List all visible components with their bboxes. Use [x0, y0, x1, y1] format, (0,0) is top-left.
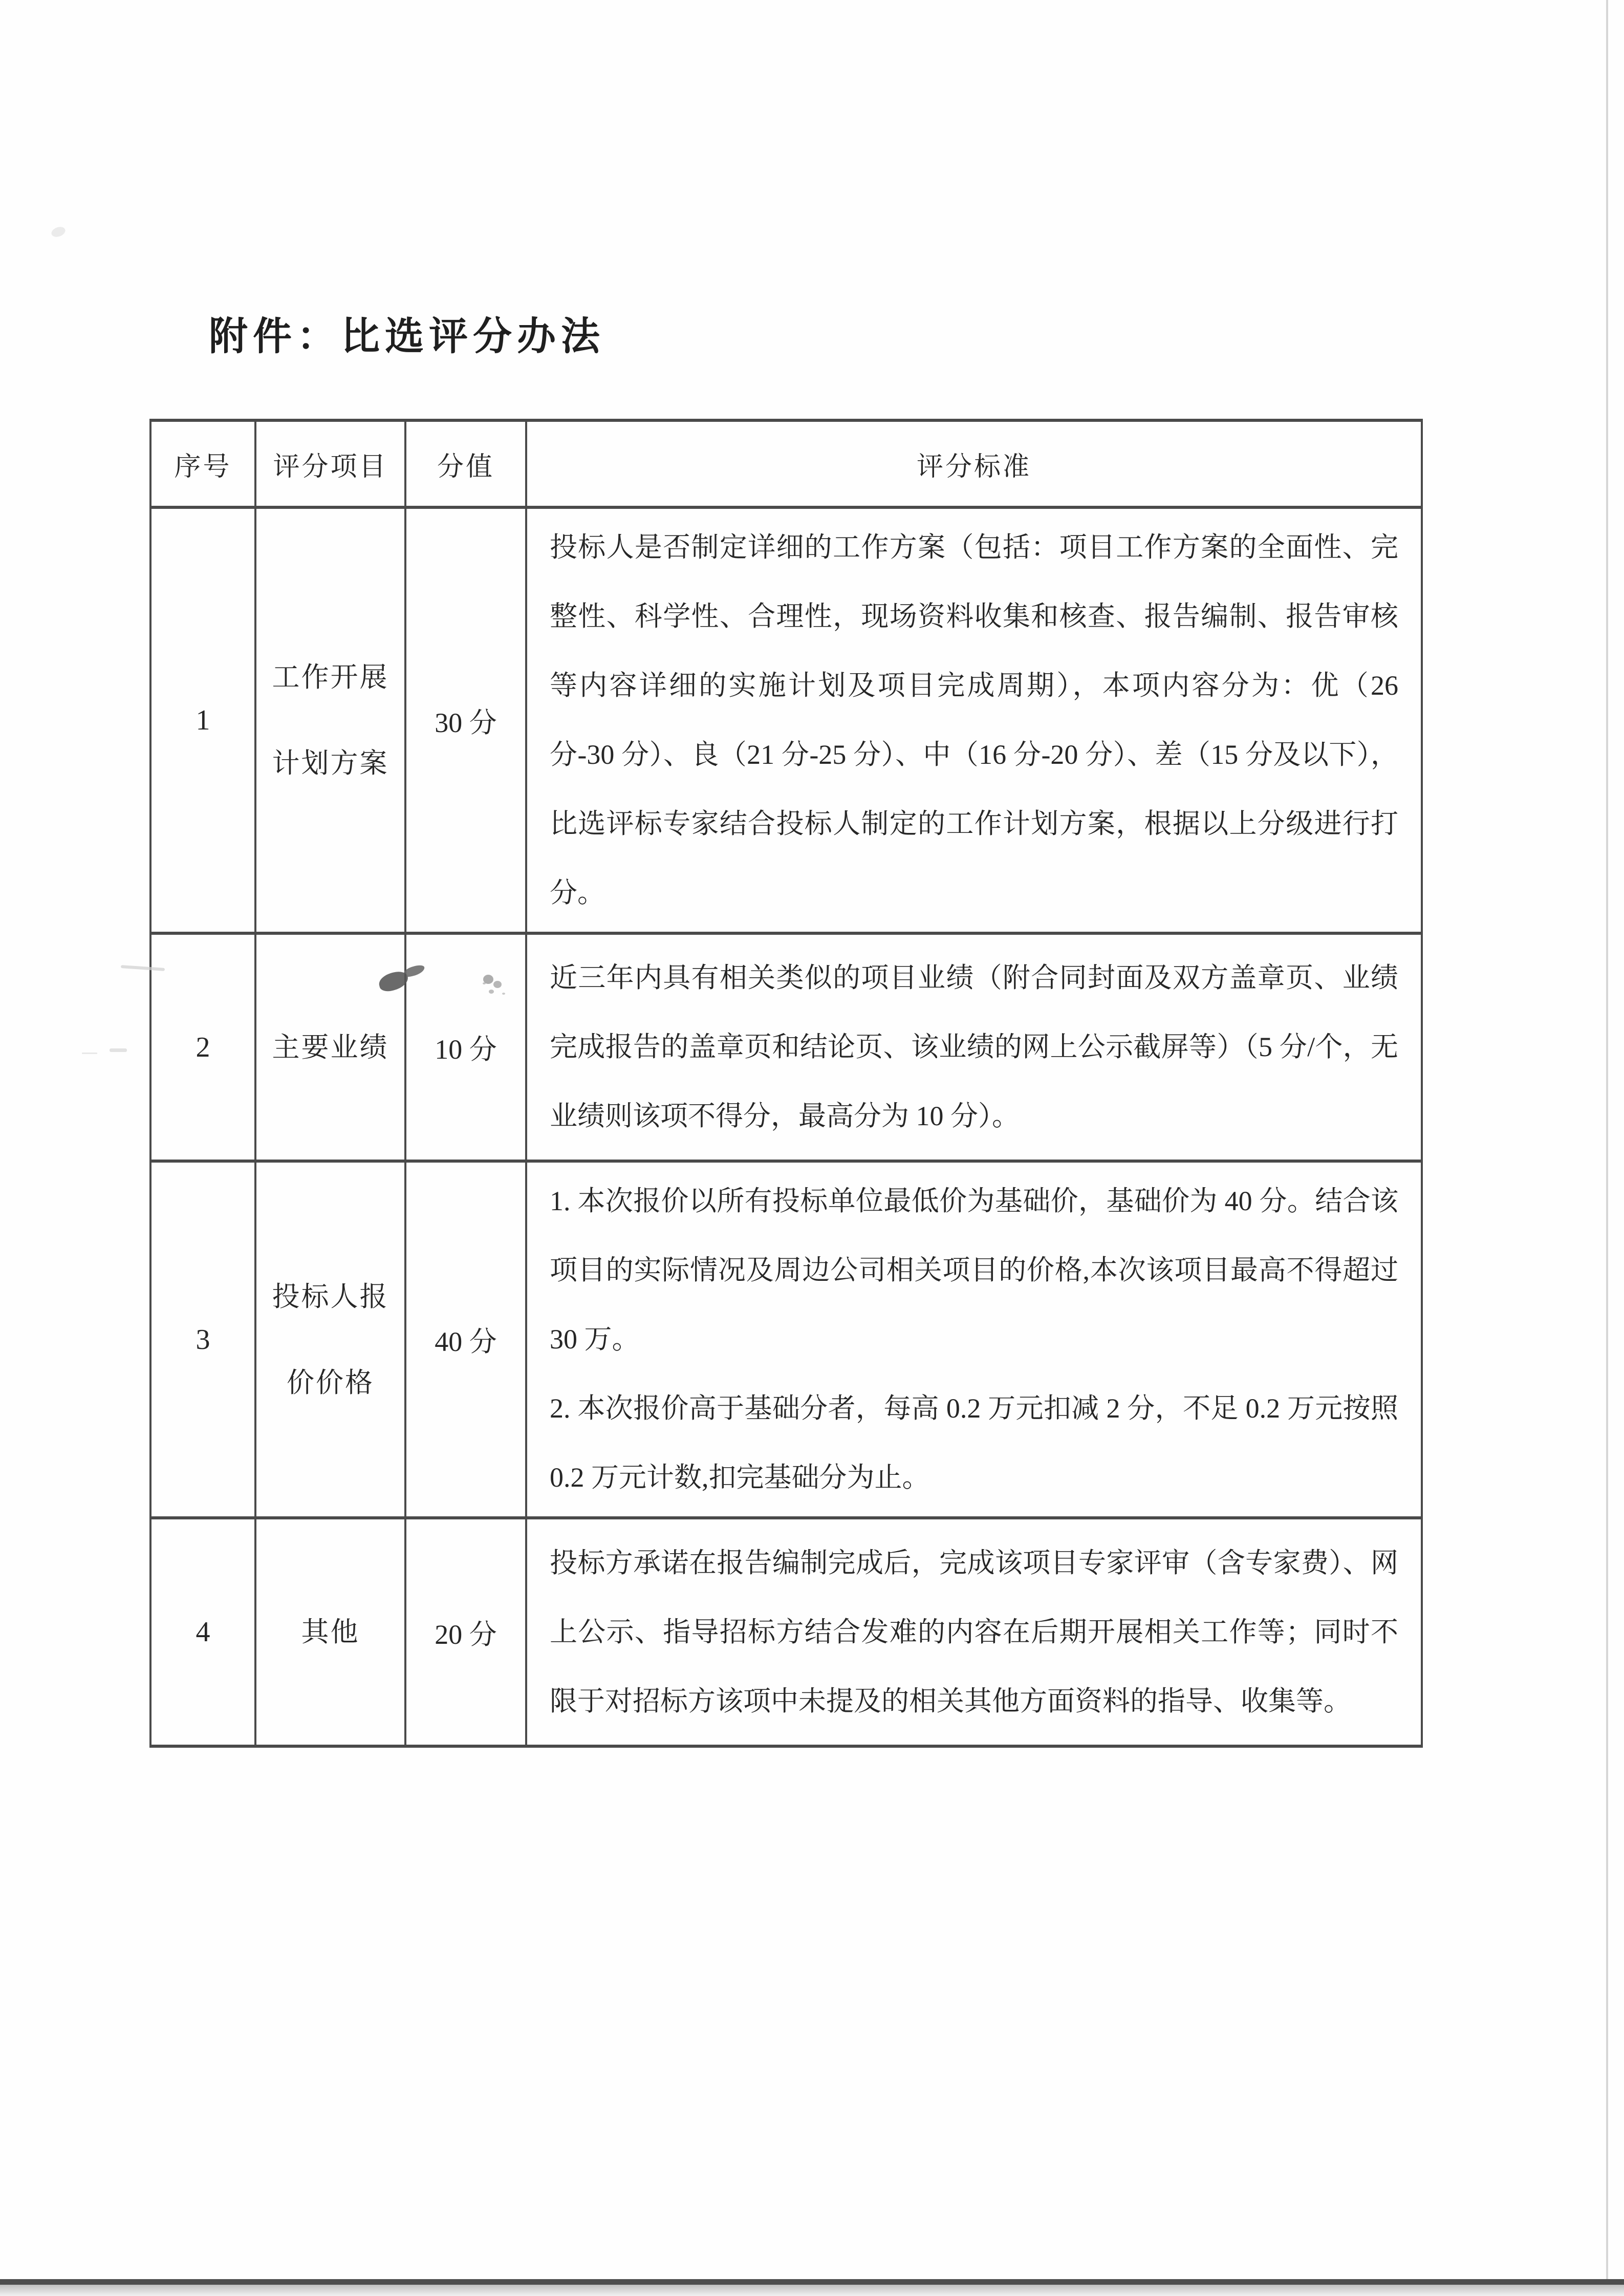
- item-cell: [255, 933, 405, 1161]
- item-line: 主要业绩: [272, 1032, 389, 1063]
- scan-page-bottom-shadow: [0, 2285, 1624, 2296]
- score-cell: 20 分: [405, 1518, 526, 1746]
- criteria-cell: [526, 933, 1422, 1161]
- ink-smudge: [483, 975, 493, 984]
- criteria-cell: [526, 1518, 1422, 1746]
- score-cell: 10 分: [405, 933, 526, 1161]
- score-cell: 30 分: [405, 507, 526, 933]
- row-number-cell: 2: [150, 933, 255, 1161]
- item-line: 投标人报: [272, 1281, 389, 1312]
- scan-page-right-edge: [1606, 0, 1608, 2296]
- row-number-cell: 1: [150, 507, 255, 933]
- criteria-cell: [526, 1161, 1422, 1518]
- item-line: 其他: [301, 1617, 360, 1647]
- table-header-row: [150, 420, 1422, 507]
- table-row: [150, 1161, 1422, 1518]
- faint-smudge: [50, 225, 67, 239]
- row-number-cell: 4: [150, 1518, 255, 1746]
- criteria-paragraph: 近三年内具有相关类似的项目业绩（附合同封面及双方盖章页、业绩完成报告的盖章页和结论页、该业绩的网上公示截屏等）（5 分/个，无业绩则该项不得分，最高分为 10 分）。: [550, 962, 1398, 1131]
- criteria-paragraph: 投标人是否制定详细的工作方案（包括：项目工作方案的全面性、完整性、科学性、合理性，现场资料收集和核查、报告编制、报告审核等内容详细的实施计划及项目完成周期），本项内容分为：优（26 分-30 分）、良（21 分-25 分）、中（16 分-20 分）、差（15 分及以下），比选评标专家结合投标人制定的工作计划方案，根据以上分级进行打分。: [550, 532, 1398, 908]
- criteria-paragraph: 2. 本次报价高于基础分者，每高 0.2 万元扣减 2 分，不足 0.2 万元按照 0.2 万元计数,扣完基础分为止。: [550, 1393, 1398, 1493]
- page-title: 附件：比选评分办法: [209, 315, 605, 358]
- table-row: [150, 1518, 1422, 1746]
- table-row: [150, 507, 1422, 933]
- item-cell: [255, 1161, 405, 1518]
- item-line: 工作开展: [272, 662, 389, 693]
- table-row: [150, 933, 1422, 1161]
- scan-page-bottom-edge: [0, 2279, 1624, 2285]
- column-header-serial: 序号: [150, 420, 255, 507]
- scoring-table: [149, 419, 1423, 1748]
- ink-smudge: [110, 1048, 127, 1052]
- row-number-cell: 3: [150, 1161, 255, 1518]
- criteria-cell: [526, 507, 1422, 933]
- column-header-criteria: 评分标准: [526, 420, 1422, 507]
- column-header-item: 评分项目: [255, 420, 405, 507]
- criteria-paragraph: 1. 本次报价以所有投标单位最低价为基础价，基础价为 40 分。结合该项目的实际情况及周边公司相关项目的价格,本次该项目最高不得超过 30 万。: [550, 1186, 1398, 1355]
- item-line: 计划方案: [272, 748, 389, 779]
- item-cell: [255, 507, 405, 933]
- criteria-paragraph: 投标方承诺在报告编制完成后，完成该项目专家评审（含专家费）、网上公示、指导招标方结合发难的内容在后期开展相关工作等；同时不限于对招标方该项中未提及的相关其他方面资料的指导、收集等。: [550, 1547, 1398, 1716]
- column-header-score: 分值: [405, 420, 526, 507]
- item-line: 价价格: [287, 1367, 374, 1398]
- item-cell: [255, 1518, 405, 1746]
- score-cell: 40 分: [405, 1161, 526, 1518]
